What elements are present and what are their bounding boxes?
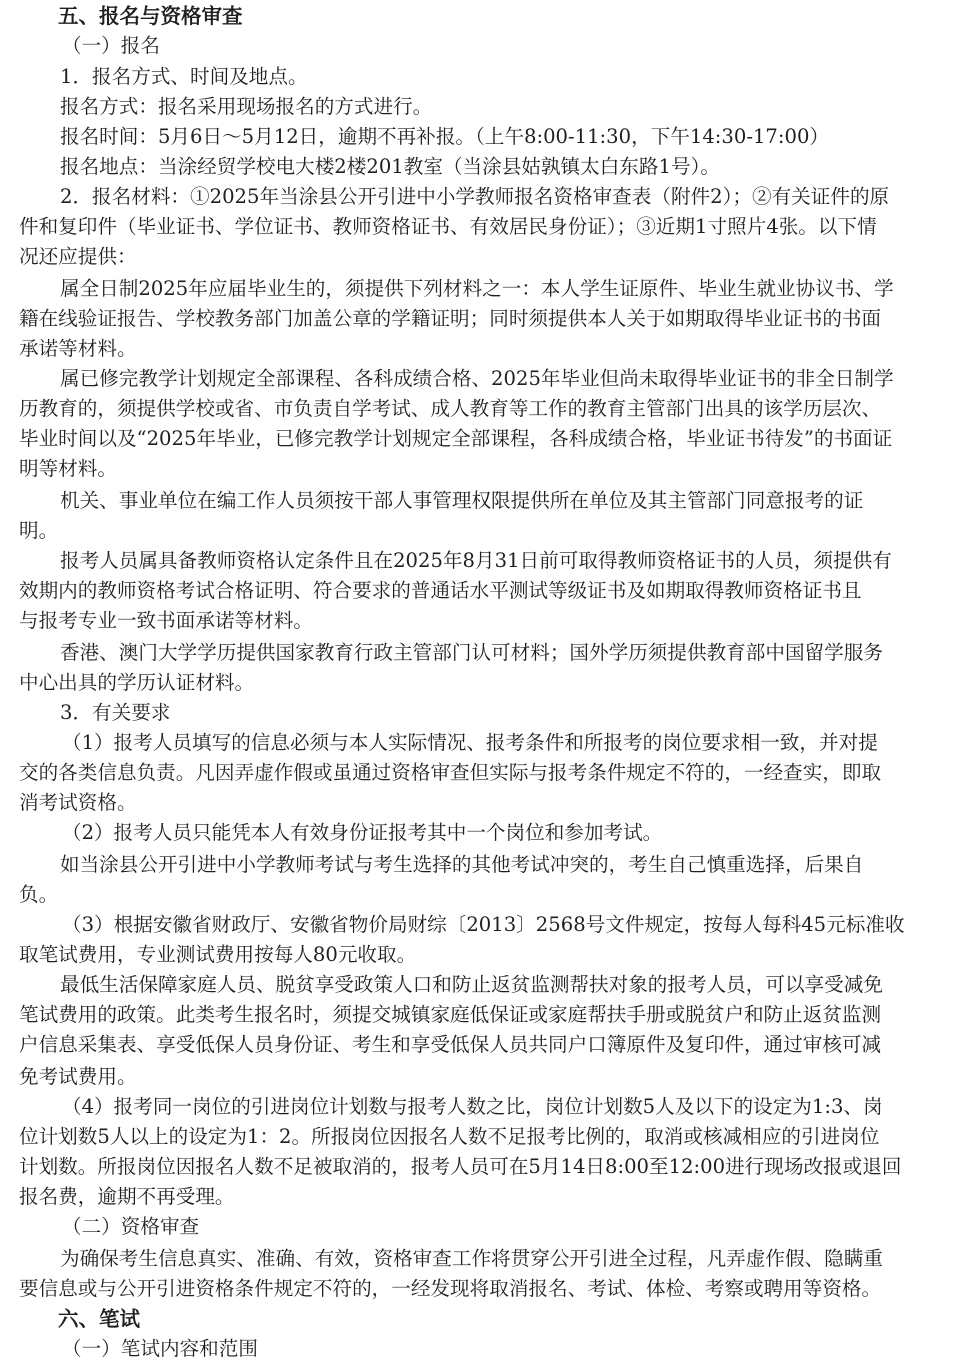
section-heading: 六、笔试 — [58, 1307, 140, 1331]
text-line: 笔试费用的政策。此类考生报名时，须提交城镇家庭低保证或家庭帮扶手册或脱贫户和防止返贫监测 — [19, 1003, 882, 1026]
text-line: 明等材料。 — [19, 457, 117, 480]
text-line: （1）报考人员填写的信息必须与本人实际情况、报考条件和所报考的岗位要求相一致，并对提 — [62, 731, 878, 754]
text-line: 最低生活保障家庭人员、脱贫享受政策人口和防止返贫监测帮扶对象的报考人员，可以享受减免 — [60, 973, 883, 996]
text-line: 报名时间：5月6日～5月12日，逾期不再补报。（上午8:00-11:30，下午14:30-17:00） — [60, 125, 830, 148]
text-line: 计划数。所报岗位因报名人数不足被取消的，报考人员可在5月14日8:00至12:00进行现场改报或退回 — [19, 1155, 902, 1178]
text-line: （2）报考人员只能凭本人有效身份证报考其中一个岗位和参加考试。 — [62, 821, 663, 844]
text-line: 报名地点：当涂经贸学校电大楼2楼201教室（当涂县姑孰镇太白东路1号）。 — [60, 155, 720, 178]
text-line: 中心出具的学历认证材料。 — [19, 671, 255, 694]
text-line: （3）根据安徽省财政厅、安徽省物价局财综〔2013〕2568号文件规定，按每人每科45元标准收 — [62, 913, 905, 936]
text-line: 2．报名材料：①2025年当涂县公开引进中小学教师报名资格审查表（附件2）；②有关证件的原 — [60, 185, 890, 208]
text-line: 位计划数5人以上的设定为1：2。所报岗位因报名人数不足报考比例的，取消或核减相应的引进岗位 — [19, 1125, 880, 1148]
text-line: 效期内的教师资格考试合格证明、符合要求的普通话水平测试等级证书及如期取得教师资格证书且 — [19, 579, 862, 602]
text-line: 况还应提供： — [19, 245, 137, 268]
subsection-heading: （一）报名 — [62, 34, 160, 57]
text-line: 报考人员属具备教师资格认定条件且在2025年8月31日前可取得教师资格证书的人员，须提供有 — [60, 549, 892, 572]
text-line: 交的各类信息负责。凡因弄虚作假或虽通过资格审查但实际与报考条件规定不符的，一经查实，即取 — [19, 761, 882, 784]
text-line: 负。 — [19, 883, 59, 906]
text-line: 明。 — [19, 519, 59, 542]
text-line: 取笔试费用，专业测试费用按每人80元收取。 — [19, 943, 417, 966]
text-line: 属全日制2025年应届毕业生的，须提供下列材料之一：本人学生证原件、毕业生就业协议书、学 — [60, 277, 894, 300]
text-line: 户信息采集表、享受低保人员身份证、考生和享受低保人员共同户口簿原件及复印件，通过审核可减 — [19, 1033, 882, 1056]
text-line: 香港、澳门大学学历提供国家教育行政主管部门认可材料；国外学历须提供教育部中国留学服务 — [60, 641, 883, 664]
text-line: 属已修完教学计划规定全部课程、各科成绩合格、2025年毕业但尚未取得毕业证书的非全日制学 — [60, 367, 894, 390]
text-line: 报名费，逾期不再受理。 — [19, 1185, 235, 1208]
text-line: 件和复印件（毕业证书、学位证书、教师资格证书、有效居民身份证）；③近期1寸照片4张。以下情 — [19, 215, 877, 238]
text-line: 承诺等材料。 — [19, 337, 137, 360]
text-line: 3．有关要求 — [60, 701, 171, 724]
text-line: 报名方式：报名采用现场报名的方式进行。 — [60, 95, 433, 118]
text-line: 历教育的，须提供学校或省、市负责自学考试、成人教育等工作的教育主管部门出具的该学历层次、 — [19, 397, 882, 420]
text-line: 消考试资格。 — [19, 791, 137, 814]
text-line: 机关、事业单位在编工作人员须按干部人事管理权限提供所在单位及其主管部门同意报考的证 — [60, 489, 864, 512]
text-line: 要信息或与公开引进资格条件规定不符的，一经发现将取消报名、考试、体检、考察或聘用等资格。 — [19, 1277, 882, 1300]
subsection-heading: （二）资格审查 — [62, 1215, 200, 1238]
text-line: 如当涂县公开引进中小学教师考试与考生选择的其他考试冲突的，考生自己慎重选择，后果自 — [60, 853, 864, 876]
text-line: 毕业时间以及“2025年毕业，已修完教学计划规定全部课程，各科成绩合格，毕业证书待发”的书面证 — [19, 427, 893, 450]
section-heading: 五、报名与资格审查 — [58, 4, 243, 28]
text-line: （4）报考同一岗位的引进岗位计划数与报考人数之比，岗位计划数5人及以下的设定为1:3、岗 — [62, 1095, 883, 1118]
text-line: 为确保考生信息真实、准确、有效，资格审查工作将贯穿公开引进全过程，凡弄虚作假、隐瞒重 — [60, 1247, 883, 1270]
text-line: 与报考专业一致书面承诺等材料。 — [19, 609, 313, 632]
text-line: 免考试费用。 — [19, 1065, 137, 1088]
text-line: 籍在线验证报告、学校教务部门加盖公章的学籍证明；同时须提供本人关于如期取得毕业证书的书面 — [19, 307, 882, 330]
subsection-heading: （一）笔试内容和范围 — [62, 1337, 258, 1360]
text-line: 1．报名方式、时间及地点。 — [60, 65, 308, 88]
